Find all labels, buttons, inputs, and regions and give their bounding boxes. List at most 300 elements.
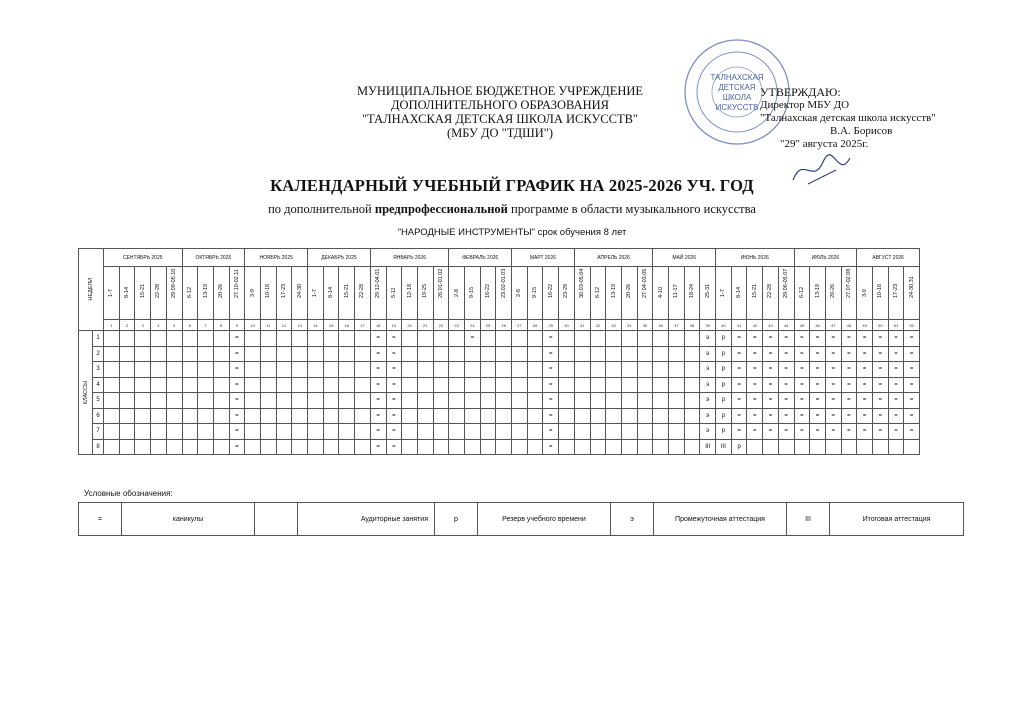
schedule-cell <box>872 439 888 455</box>
month-header: ДЕКАБРЬ 2025 <box>308 249 371 267</box>
schedule-cell: = <box>794 346 810 362</box>
schedule-cell: = <box>841 331 857 347</box>
schedule-cell <box>198 362 214 378</box>
week-number: 11 <box>260 320 276 331</box>
schedule-cell <box>355 377 371 393</box>
schedule-cell <box>480 331 496 347</box>
schedule-cell <box>104 377 120 393</box>
week-header <box>166 267 182 320</box>
subtitle-bold: предпрофессиональной <box>374 202 508 216</box>
institution-header <box>300 84 700 140</box>
schedule-cell <box>590 393 606 409</box>
schedule-cell <box>292 408 308 424</box>
schedule-cell <box>590 362 606 378</box>
schedule-cell: р <box>716 377 732 393</box>
schedule-cell: = <box>543 408 559 424</box>
schedule-cell <box>292 377 308 393</box>
schedule-cell <box>574 439 590 455</box>
schedule-cell <box>512 393 528 409</box>
schedule-cell <box>276 346 292 362</box>
schedule-cell <box>778 439 794 455</box>
schedule-cell <box>151 377 167 393</box>
schedule-cell: = <box>229 424 245 440</box>
schedule-cell <box>527 331 543 347</box>
week-header <box>417 267 433 320</box>
schedule-cell <box>606 439 622 455</box>
schedule-cell <box>496 331 512 347</box>
schedule-cell <box>653 331 669 347</box>
schedule-cell: = <box>229 331 245 347</box>
schedule-cell <box>763 439 779 455</box>
week-number: 8 <box>213 320 229 331</box>
schedule-cell <box>606 362 622 378</box>
week-number: 1 <box>104 320 120 331</box>
schedule-cell <box>480 346 496 362</box>
table-row <box>79 331 920 347</box>
schedule-cell: = <box>778 346 794 362</box>
schedule-cell <box>433 331 449 347</box>
week-label: 18-24 <box>689 283 695 298</box>
week-header <box>747 267 763 320</box>
schedule-cell <box>213 362 229 378</box>
schedule-cell <box>512 408 528 424</box>
schedule-cell: = <box>370 408 386 424</box>
week-header <box>684 267 700 320</box>
week-row <box>79 267 920 320</box>
month-header: СЕНТЯБРЬ 2025 <box>104 249 183 267</box>
schedule-cell: = <box>731 393 747 409</box>
schedule-cell <box>684 331 700 347</box>
legend-label: Итоговая аттестация <box>830 503 964 536</box>
schedule-cell <box>449 377 465 393</box>
schedule-cell <box>747 439 763 455</box>
week-label: 27.07-02.08 <box>845 268 852 298</box>
schedule-cell: = <box>543 393 559 409</box>
week-number: 42 <box>747 320 763 331</box>
schedule-cell <box>260 393 276 409</box>
schedule-cell <box>512 424 528 440</box>
week-label: 8-14 <box>736 286 743 298</box>
schedule-cell <box>590 424 606 440</box>
approval-block <box>760 86 1000 151</box>
month-row <box>79 249 920 267</box>
schedule-cell <box>606 393 622 409</box>
week-label: 30.03-05.04 <box>579 268 586 298</box>
schedule-cell <box>151 408 167 424</box>
schedule-cell <box>308 331 324 347</box>
schedule-cell: = <box>810 393 826 409</box>
schedule-cell <box>668 439 684 455</box>
table-row <box>79 424 920 440</box>
week-header <box>151 267 167 320</box>
schedule-cell: = <box>747 346 763 362</box>
schedule-cell <box>574 408 590 424</box>
schedule-cell <box>292 424 308 440</box>
schedule-cell <box>512 346 528 362</box>
weeks-label-text: НЕДЕЛИ <box>88 278 94 301</box>
schedule-cell: = <box>888 331 904 347</box>
schedule-cell <box>402 393 418 409</box>
week-header <box>841 267 857 320</box>
schedule-cell <box>574 331 590 347</box>
schedule-cell <box>276 362 292 378</box>
week-header <box>386 267 402 320</box>
schedule-cell <box>621 439 637 455</box>
schedule-cell <box>653 377 669 393</box>
schedule-cell <box>684 362 700 378</box>
week-label: 24-30,31 <box>908 276 915 298</box>
week-number: 28 <box>527 320 543 331</box>
header-line: (МБУ ДО "ТДШИ") <box>446 126 554 140</box>
week-label: 23-29 <box>563 283 570 298</box>
schedule-cell: = <box>370 346 386 362</box>
schedule-cell <box>527 424 543 440</box>
schedule-cell: р <box>716 346 732 362</box>
schedule-cell: = <box>841 346 857 362</box>
schedule-cell: э <box>700 346 716 362</box>
week-number: 50 <box>872 320 888 331</box>
schedule-cell <box>402 346 418 362</box>
schedule-cell <box>621 346 637 362</box>
schedule-cell <box>245 393 261 409</box>
schedule-cell: = <box>386 439 402 455</box>
schedule-cell: = <box>904 393 920 409</box>
schedule-cell: = <box>763 408 779 424</box>
schedule-cell <box>684 393 700 409</box>
week-header <box>716 267 732 320</box>
schedule-cell <box>213 408 229 424</box>
schedule-cell: = <box>778 393 794 409</box>
schedule-cell <box>590 408 606 424</box>
schedule-cell <box>182 331 198 347</box>
schedule-cell <box>465 362 481 378</box>
week-label: 6-12 <box>594 286 601 298</box>
schedule-cell <box>135 377 151 393</box>
schedule-cell <box>119 362 135 378</box>
schedule-cell <box>653 424 669 440</box>
month-header: НОЯБРЬ 2025 <box>245 249 308 267</box>
schedule-cell <box>574 424 590 440</box>
schedule-cell: = <box>229 346 245 362</box>
week-number: 18 <box>370 320 386 331</box>
schedule-cell: р <box>716 424 732 440</box>
schedule-cell <box>527 439 543 455</box>
week-number: 23 <box>449 320 465 331</box>
schedule-cell: = <box>825 346 841 362</box>
schedule-cell: = <box>888 408 904 424</box>
schedule-cell <box>260 331 276 347</box>
schedule-cell <box>135 393 151 409</box>
week-header <box>292 267 308 320</box>
schedule-cell <box>308 362 324 378</box>
schedule-cell <box>559 393 575 409</box>
schedule-cell <box>512 439 528 455</box>
schedule-cell <box>621 408 637 424</box>
week-header <box>778 267 794 320</box>
schedule-cell <box>308 393 324 409</box>
schedule-cell: = <box>841 408 857 424</box>
legend-label: Промежуточная аттестация <box>654 503 787 536</box>
schedule-cell: = <box>386 424 402 440</box>
table-row <box>79 346 920 362</box>
schedule-cell <box>276 424 292 440</box>
schedule-cell <box>151 346 167 362</box>
schedule-cell <box>245 362 261 378</box>
schedule-cell <box>653 439 669 455</box>
week-number: 10 <box>245 320 261 331</box>
schedule-cell <box>606 377 622 393</box>
week-header <box>574 267 590 320</box>
schedule-cell <box>166 377 182 393</box>
schedule-cell <box>433 377 449 393</box>
schedule-cell <box>810 439 826 455</box>
schedule-cell: = <box>543 362 559 378</box>
schedule-cell: = <box>794 331 810 347</box>
schedule-cell <box>637 424 653 440</box>
week-label: 22-28 <box>767 283 774 298</box>
legend-symbol: р <box>435 503 478 536</box>
week-header <box>512 267 528 320</box>
schedule-cell <box>339 331 355 347</box>
week-header <box>653 267 669 320</box>
schedule-cell: = <box>841 393 857 409</box>
schedule-cell <box>590 439 606 455</box>
schedule-cell <box>590 331 606 347</box>
week-number-row <box>79 320 920 331</box>
schedule-cell <box>198 331 214 347</box>
schedule-cell <box>465 377 481 393</box>
legend-label: каникулы <box>122 503 255 536</box>
week-label: 1-7 <box>720 289 727 297</box>
week-header <box>245 267 261 320</box>
month-header: ОКТЯБРЬ 2025 <box>182 249 245 267</box>
week-number: 16 <box>339 320 355 331</box>
class-number: 2 <box>93 346 104 362</box>
schedule-cell <box>260 346 276 362</box>
schedule-cell: = <box>543 346 559 362</box>
week-header <box>888 267 904 320</box>
schedule-cell: = <box>229 393 245 409</box>
legend-label: Резерв учебного времени <box>478 503 611 536</box>
schedule-cell: = <box>904 408 920 424</box>
schedule-cell <box>323 346 339 362</box>
week-label: 15-21 <box>751 283 758 298</box>
week-label: 2-8 <box>516 289 523 297</box>
schedule-cell: = <box>872 362 888 378</box>
schedule-cell <box>794 439 810 455</box>
schedule-cell: = <box>731 331 747 347</box>
schedule-cell <box>527 346 543 362</box>
week-label: 5-11 <box>390 287 397 298</box>
week-header <box>119 267 135 320</box>
schedule-cell: = <box>543 331 559 347</box>
schedule-cell <box>527 393 543 409</box>
schedule-cell: = <box>904 424 920 440</box>
schedule-cell: = <box>370 424 386 440</box>
schedule-cell: = <box>872 331 888 347</box>
week-header <box>527 267 543 320</box>
schedule-cell <box>276 439 292 455</box>
approve-name: В.А. Борисов <box>830 125 893 137</box>
week-label: 12-18 <box>406 283 413 298</box>
schedule-cell: = <box>386 362 402 378</box>
svg-text:ТАЛНАХСКАЯ: ТАЛНАХСКАЯ <box>710 73 764 82</box>
schedule-cell <box>339 439 355 455</box>
week-number: 21 <box>417 320 433 331</box>
schedule-cell <box>433 393 449 409</box>
schedule-cell <box>480 393 496 409</box>
schedule-cell <box>104 408 120 424</box>
schedule-cell <box>668 424 684 440</box>
svg-text:ИСКУССТВ: ИСКУССТВ <box>715 103 759 112</box>
week-number: 20 <box>402 320 418 331</box>
schedule-cell: = <box>888 346 904 362</box>
week-header <box>700 267 716 320</box>
schedule-cell <box>433 346 449 362</box>
schedule-cell <box>276 331 292 347</box>
week-label: 27.10-02.11 <box>233 269 240 298</box>
schedule-table <box>78 248 920 455</box>
schedule-cell <box>135 346 151 362</box>
schedule-cell: = <box>763 362 779 378</box>
schedule-cell <box>668 393 684 409</box>
schedule-cell <box>668 377 684 393</box>
week-label: 9-15 <box>469 286 476 298</box>
schedule-cell <box>480 362 496 378</box>
schedule-cell <box>590 377 606 393</box>
legend-title: Условные обозначения: <box>84 489 173 498</box>
schedule-cell: = <box>810 424 826 440</box>
schedule-cell <box>182 377 198 393</box>
schedule-cell: = <box>872 377 888 393</box>
schedule-cell: = <box>857 377 873 393</box>
schedule-cell <box>449 346 465 362</box>
week-label: 9-15 <box>532 286 539 298</box>
week-number: 34 <box>621 320 637 331</box>
month-header: ЯНВАРЬ 2026 <box>370 249 448 267</box>
week-label: 3-9 <box>861 289 868 297</box>
schedule-cell: = <box>778 408 794 424</box>
schedule-cell <box>653 362 669 378</box>
schedule-cell: = <box>794 377 810 393</box>
schedule-cell: = <box>370 439 386 455</box>
schedule-cell <box>496 393 512 409</box>
schedule-cell <box>621 331 637 347</box>
week-label: 24-30 <box>296 283 303 298</box>
schedule-cell <box>825 439 841 455</box>
schedule-cell: = <box>794 408 810 424</box>
schedule-cell <box>119 393 135 409</box>
schedule-cell <box>308 346 324 362</box>
week-number: 15 <box>323 320 339 331</box>
schedule-cell <box>637 377 653 393</box>
class-number: 7 <box>93 424 104 440</box>
schedule-cell <box>402 424 418 440</box>
schedule-cell: = <box>229 377 245 393</box>
week-header <box>229 267 245 320</box>
class-number: 1 <box>93 331 104 347</box>
schedule-cell <box>119 346 135 362</box>
schedule-cell: = <box>794 393 810 409</box>
schedule-cell: = <box>857 331 873 347</box>
schedule-cell: = <box>747 408 763 424</box>
schedule-cell <box>339 393 355 409</box>
schedule-cell <box>559 377 575 393</box>
schedule-cell <box>213 424 229 440</box>
schedule-cell: = <box>841 424 857 440</box>
schedule-cell <box>276 377 292 393</box>
week-number: 24 <box>465 320 481 331</box>
schedule-cell <box>888 439 904 455</box>
week-number: 46 <box>810 320 826 331</box>
week-label: 20-26 <box>626 283 633 298</box>
schedule-cell <box>857 439 873 455</box>
week-header <box>606 267 622 320</box>
week-label: 19-25 <box>422 283 429 298</box>
schedule-cell: = <box>747 331 763 347</box>
schedule-cell <box>182 408 198 424</box>
header-line: МУНИЦИПАЛЬНОЕ БЮДЖЕТНОЕ УЧРЕЖДЕНИЕ <box>356 84 644 98</box>
week-header <box>308 267 324 320</box>
week-header <box>323 267 339 320</box>
schedule-cell: р <box>731 439 747 455</box>
schedule-cell: = <box>386 331 402 347</box>
week-header <box>637 267 653 320</box>
schedule-cell: = <box>763 393 779 409</box>
schedule-cell <box>323 393 339 409</box>
week-header <box>260 267 276 320</box>
week-number: 31 <box>574 320 590 331</box>
week-header <box>449 267 465 320</box>
schedule-cell <box>104 331 120 347</box>
schedule-cell <box>402 439 418 455</box>
schedule-cell <box>417 393 433 409</box>
schedule-cell: = <box>731 362 747 378</box>
week-header <box>433 267 449 320</box>
week-label: 29.06-05.07 <box>783 268 790 298</box>
week-number: 6 <box>182 320 198 331</box>
schedule-cell <box>417 424 433 440</box>
week-number: 2 <box>119 320 135 331</box>
page-title: КАЛЕНДАРНЫЙ УЧЕБНЫЙ ГРАФИК НА 2025-2026 УЧ. ГОД <box>270 176 754 195</box>
week-number: 32 <box>590 320 606 331</box>
schedule-cell <box>621 362 637 378</box>
schedule-cell <box>449 408 465 424</box>
schedule-cell <box>151 424 167 440</box>
schedule-cell <box>527 377 543 393</box>
week-header <box>731 267 747 320</box>
month-header: МАРТ 2026 <box>512 249 575 267</box>
week-number: 52 <box>904 320 920 331</box>
week-number: 38 <box>684 320 700 331</box>
schedule-cell <box>527 408 543 424</box>
schedule-cell: = <box>857 408 873 424</box>
schedule-cell <box>355 439 371 455</box>
weeks-label <box>79 249 104 331</box>
schedule-cell: = <box>904 377 920 393</box>
week-number: 13 <box>292 320 308 331</box>
week-label: 17-23 <box>281 283 287 298</box>
week-header <box>182 267 198 320</box>
schedule-cell <box>574 362 590 378</box>
schedule-cell: э <box>700 408 716 424</box>
legend-symbol <box>255 503 298 536</box>
class-number: 3 <box>93 362 104 378</box>
week-label: 27.04-03.05 <box>641 268 648 298</box>
schedule-cell <box>355 424 371 440</box>
schedule-cell <box>245 439 261 455</box>
schedule-cell <box>323 439 339 455</box>
